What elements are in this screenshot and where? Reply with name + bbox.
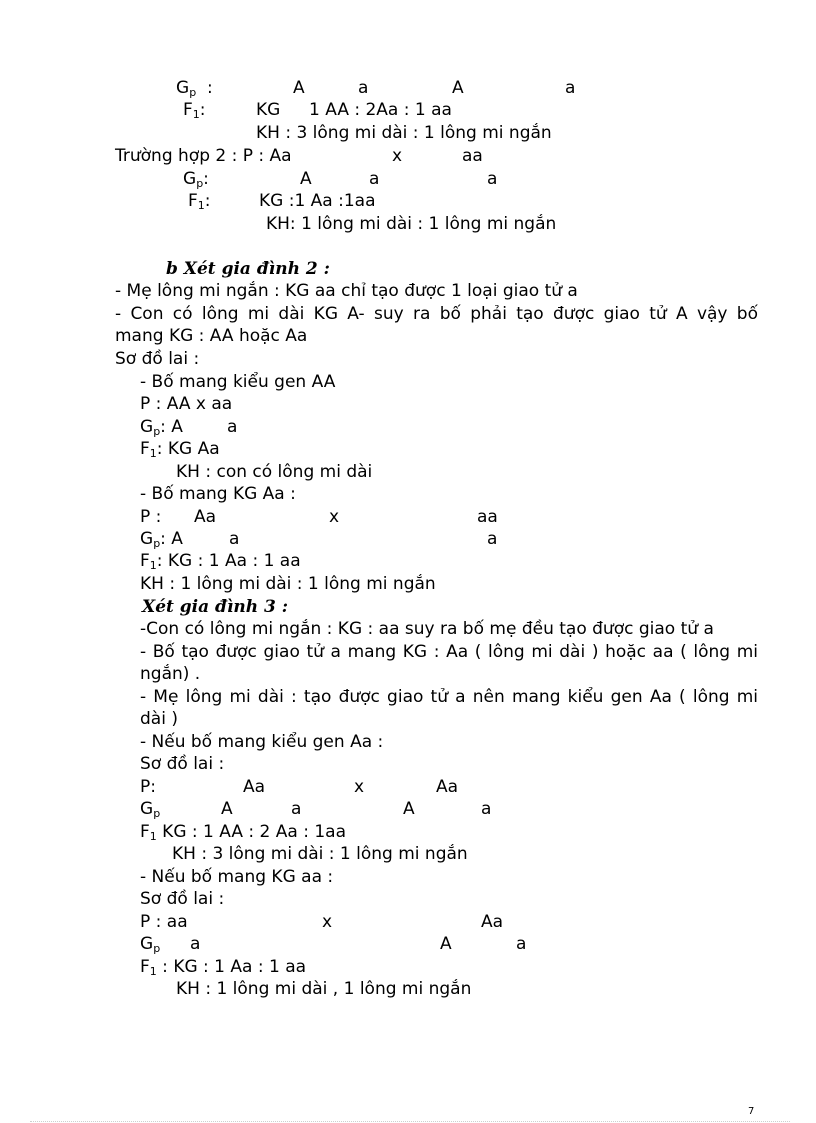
- gamete: a: [487, 169, 498, 189]
- gamete: a: [291, 799, 302, 819]
- heading-family-3: Xét gia đình 3 :: [142, 597, 289, 617]
- subscript: p: [153, 425, 161, 438]
- gamete: a: [229, 529, 240, 549]
- gamete: a: [358, 78, 369, 98]
- cross-symbol: x: [329, 507, 340, 527]
- parent-cross: P : AA x aa: [140, 394, 233, 414]
- text-line: -Con có lông mi ngắn : KG : aa suy ra bố mẹ đều tạo được giao tử a: [140, 619, 714, 639]
- diagram-label: Sơ đồ lai :: [140, 754, 225, 774]
- text-line: mang KG : AA hoặc Aa: [115, 326, 308, 346]
- genotype-ratio: KG : 1 AA : 2 Aa : 1aa: [156, 822, 346, 842]
- gamete: : A: [160, 417, 183, 437]
- genotype: aa: [462, 146, 483, 166]
- subscript: p: [153, 942, 161, 955]
- f1-line-4: [140, 550, 301, 572]
- gamete: A: [440, 934, 452, 954]
- text-line: - Mẹ lông mi dài : tạo được giao tử a nên mang kiểu gen Aa ( lông mi: [140, 687, 758, 707]
- phenotype-line-2: KH: 1 lông mi dài : 1 lông mi ngắn: [266, 214, 557, 234]
- gamete: a: [190, 934, 201, 954]
- page-number: 7: [748, 1106, 755, 1117]
- colon: :: [199, 100, 206, 120]
- genotype: : KG Aa: [156, 439, 220, 459]
- list-item: - Bố mang kiểu gen AA: [140, 372, 336, 392]
- gamete-label: G: [140, 934, 154, 954]
- gamete: a: [227, 417, 238, 437]
- genotype: Aa: [194, 507, 217, 527]
- genotype-ratio: : KG : 1 Aa : 1 aa: [156, 957, 307, 977]
- text-line: - Bố tạo được giao tử a mang KG : Aa ( lông mi dài ) hoặc aa ( lông mi: [140, 642, 758, 662]
- genotype: Aa: [436, 777, 459, 797]
- cross-symbol: x: [322, 912, 333, 932]
- subscript: p: [196, 177, 204, 190]
- f1-line-5: [140, 821, 346, 843]
- gamete-label: G: [140, 799, 154, 819]
- genotype: aa: [477, 507, 498, 527]
- text-line: - Mẹ lông mi ngắn : KG aa chỉ tạo được 1 loại giao tử a: [115, 281, 578, 301]
- cross-symbol: x: [354, 777, 365, 797]
- diagram-label: Sơ đồ lai :: [140, 889, 225, 909]
- gamete: a: [487, 529, 498, 549]
- f1-label: F: [140, 551, 150, 571]
- genotype-ratio: : KG : 1 Aa : 1 aa: [156, 551, 301, 571]
- genotype-ratio: 1 AA : 2Aa : 1 aa: [309, 100, 452, 120]
- text-line: - Nếu bố mang kiểu gen Aa :: [140, 732, 384, 752]
- case-2-label: Trường hợp 2 : P : Aa: [115, 146, 292, 166]
- list-item: - Bố mang KG Aa :: [140, 484, 296, 504]
- f1-label: F: [188, 191, 198, 211]
- gamete: a: [516, 934, 527, 954]
- gamete-label: G: [140, 529, 154, 549]
- subscript: p: [153, 537, 161, 550]
- cross-symbol: x: [392, 146, 403, 166]
- phenotype-line-1: KH : 3 lông mi dài : 1 lông mi ngắn: [256, 123, 552, 143]
- parent-label: P :: [140, 507, 162, 527]
- subscript: 1: [149, 447, 157, 460]
- subscript: 1: [197, 199, 205, 212]
- gamete: a: [481, 799, 492, 819]
- subscript: p: [189, 86, 197, 99]
- colon: :: [204, 191, 211, 211]
- diagram-label: Sơ đồ lai :: [115, 349, 200, 369]
- gamete-label: G: [140, 417, 154, 437]
- subscript: p: [153, 807, 161, 820]
- subscript: 1: [149, 830, 157, 843]
- phenotype-line-6: KH : 1 lông mi dài , 1 lông mi ngắn: [176, 979, 472, 999]
- gamete: A: [293, 78, 305, 98]
- genotype: Aa: [243, 777, 266, 797]
- text-line: ngắn) .: [140, 664, 201, 684]
- subscript: 1: [149, 965, 157, 978]
- gamete: : A: [160, 529, 183, 549]
- gamete-label: G: [176, 78, 190, 98]
- genotype-ratio: KG :1 Aa :1aa: [259, 191, 376, 211]
- text-line: - Con có lông mi dài KG A- suy ra bố phải tạo được giao tử A vậy bố: [115, 304, 758, 324]
- phenotype-line-5: KH : 3 lông mi dài : 1 lông mi ngắn: [172, 844, 468, 864]
- f1-label: F: [140, 822, 150, 842]
- colon: :: [203, 169, 209, 189]
- subscript: 1: [149, 559, 157, 572]
- gamete: a: [369, 169, 380, 189]
- genotype-label: KG: [256, 100, 281, 120]
- list-item: - Nếu bố mang KG aa :: [140, 867, 334, 887]
- phenotype-line-3: KH : con có lông mi dài: [176, 462, 373, 482]
- f1-label: F: [140, 439, 150, 459]
- colon: :: [207, 78, 213, 98]
- gamete: A: [403, 799, 415, 819]
- f1-label: F: [183, 100, 193, 120]
- f1-line-6: [140, 956, 306, 978]
- subscript: 1: [192, 108, 200, 121]
- text-line: dài ): [140, 709, 178, 729]
- parent-label: P:: [140, 777, 156, 797]
- f1-line-3: [140, 438, 220, 460]
- f1-label: F: [140, 957, 150, 977]
- gamete: a: [565, 78, 576, 98]
- heading-family-2: b Xét gia đình 2 :: [166, 259, 330, 279]
- genotype: Aa: [481, 912, 504, 932]
- gamete: A: [452, 78, 464, 98]
- gamete-label: G: [183, 169, 197, 189]
- phenotype-line-4: KH : 1 lông mi dài : 1 lông mi ngắn: [140, 574, 436, 594]
- gamete: A: [221, 799, 233, 819]
- footer-rule: [30, 1121, 790, 1122]
- parent-label: P : aa: [140, 912, 188, 932]
- gamete: A: [300, 169, 312, 189]
